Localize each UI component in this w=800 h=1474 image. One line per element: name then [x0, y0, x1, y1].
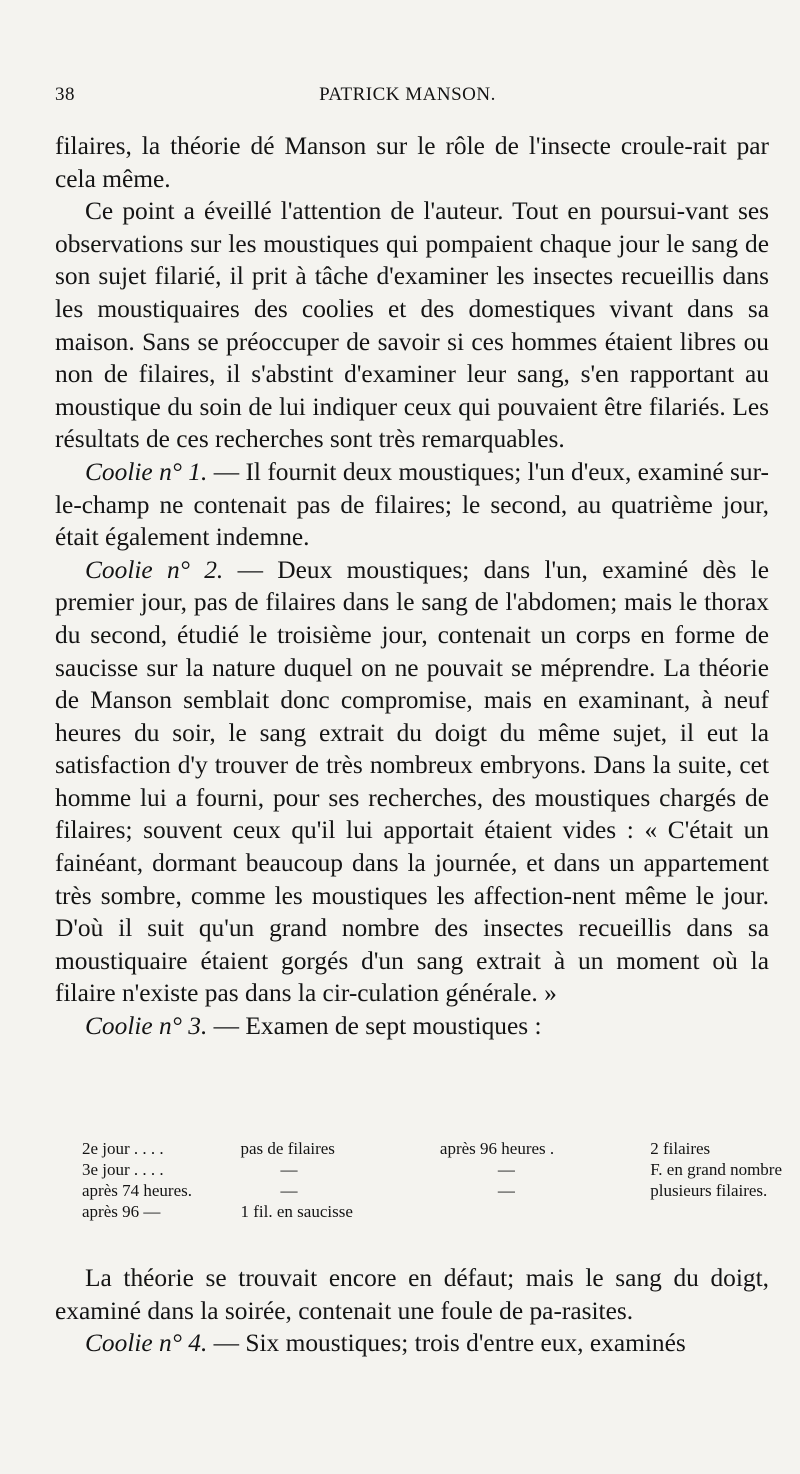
- paragraph: Ce point a éveillé l'attention de l'auteur. Tout en poursui-vant ses observations sur les moustiques qui pompaient chaque jour le sang de son sujet filarié, il prit à tâche d'examiner les insectes recueillis dans les moustiquaires des coolies et des domestiques vivant dans sa maison. Sans se préoccuper de savoir si ces hommes étaient libres ou non de filaires, il s'abstint d'examiner leur sang, s'en rapportant au moustique du soin de lui indiquer ceux qui pouvaient être filariés. Les résultats de ces recherches sont très remarquables.: [55, 197, 769, 454]
- table-cell: F. en grand nombre: [650, 1160, 782, 1179]
- table-row: [82, 1159, 782, 1180]
- table-cell: —: [280, 1160, 298, 1179]
- table-cell: pas de filaires: [240, 1139, 335, 1158]
- table-cell: 2 filaires: [650, 1139, 711, 1158]
- table-cell: après 96 heures .: [439, 1139, 555, 1158]
- body-text-continued: [55, 1262, 769, 1360]
- running-title: PATRICK MANSON.: [319, 84, 496, 105]
- table-cell: après 96 —: [82, 1202, 161, 1221]
- coolie-label: Coolie n° 4.: [85, 1329, 208, 1358]
- page-number: 38: [55, 84, 75, 105]
- coolie-label: Coolie n° 1.: [85, 457, 208, 486]
- table-cell: —: [497, 1160, 515, 1179]
- table-cell: [650, 1201, 782, 1222]
- table-cell: 2e jour . . . .: [82, 1139, 164, 1158]
- table-row: [82, 1201, 782, 1222]
- paragraph: Coolie n° 4. — Six moustiques; trois d'entre eux, examinés: [85, 1329, 686, 1358]
- table-cell: 1 fil. en saucisse: [240, 1202, 353, 1221]
- paragraph: Coolie n° 1. — Il fournit deux moustiques; l'un d'eux, examiné sur-le-champ ne contenait pas de filaires; le second, au quatrième jour, était également indemne.: [55, 457, 770, 552]
- observation-table: [82, 1138, 782, 1222]
- table-cell: 3e jour . . . .: [82, 1160, 164, 1179]
- table-cell: après 74 heures.: [82, 1181, 192, 1200]
- coolie-label: Coolie n° 3.: [85, 1012, 208, 1041]
- table-row: [82, 1180, 782, 1201]
- paragraph: Coolie n° 3. — Examen de sept moustiques :: [85, 1012, 542, 1041]
- table-cell: [440, 1201, 650, 1222]
- running-header: [55, 84, 760, 114]
- table-row: [82, 1138, 782, 1159]
- table-cell: —: [280, 1181, 298, 1200]
- body-text: [55, 130, 769, 1043]
- coolie-label: Coolie n° 2.: [85, 555, 224, 584]
- paragraph: La théorie se trouvait encore en défaut; mais le sang du doigt, examiné dans la soirée, contenait une foule de pa-rasites.: [55, 1264, 769, 1325]
- table-cell: —: [497, 1181, 515, 1200]
- paragraph: Coolie n° 2. — Deux moustiques; dans l'un, examiné dès le premier jour, pas de filaires dans le sang de l'abdomen; mais le thorax du second, étudié le troisième jour, contenait un corps en forme de saucisse sur la nature duquel on ne pouvait se méprendre. La théorie de Manson semblait donc compromise, mais en examinant, à neuf heures du soir, le sang extrait du doigt du même sujet, il eut la satisfaction d'y trouver de très nombreux embryons. Dans la suite, cet homme lui a fourni, pour ses recherches, des moustiques chargés de filaires; souvent ceux qu'il lui apportait étaient vides : « C'était un fainéant, dormant beaucoup dans la journée, et dans un appartement très sombre, comme les moustiques les affection-nent même le jour. D'où il suit qu'un grand nombre des insectes recueillis dans sa moustiquaire étaient gorgés d'un sang extrait à un moment où la filaire n'existe pas dans la cir-culation générale. »: [55, 555, 770, 1008]
- paragraph: filaires, la théorie dé Manson sur le rôle de l'insecte croule-rait par cela même.: [55, 132, 769, 193]
- table-cell: plusieurs filaires.: [650, 1181, 768, 1200]
